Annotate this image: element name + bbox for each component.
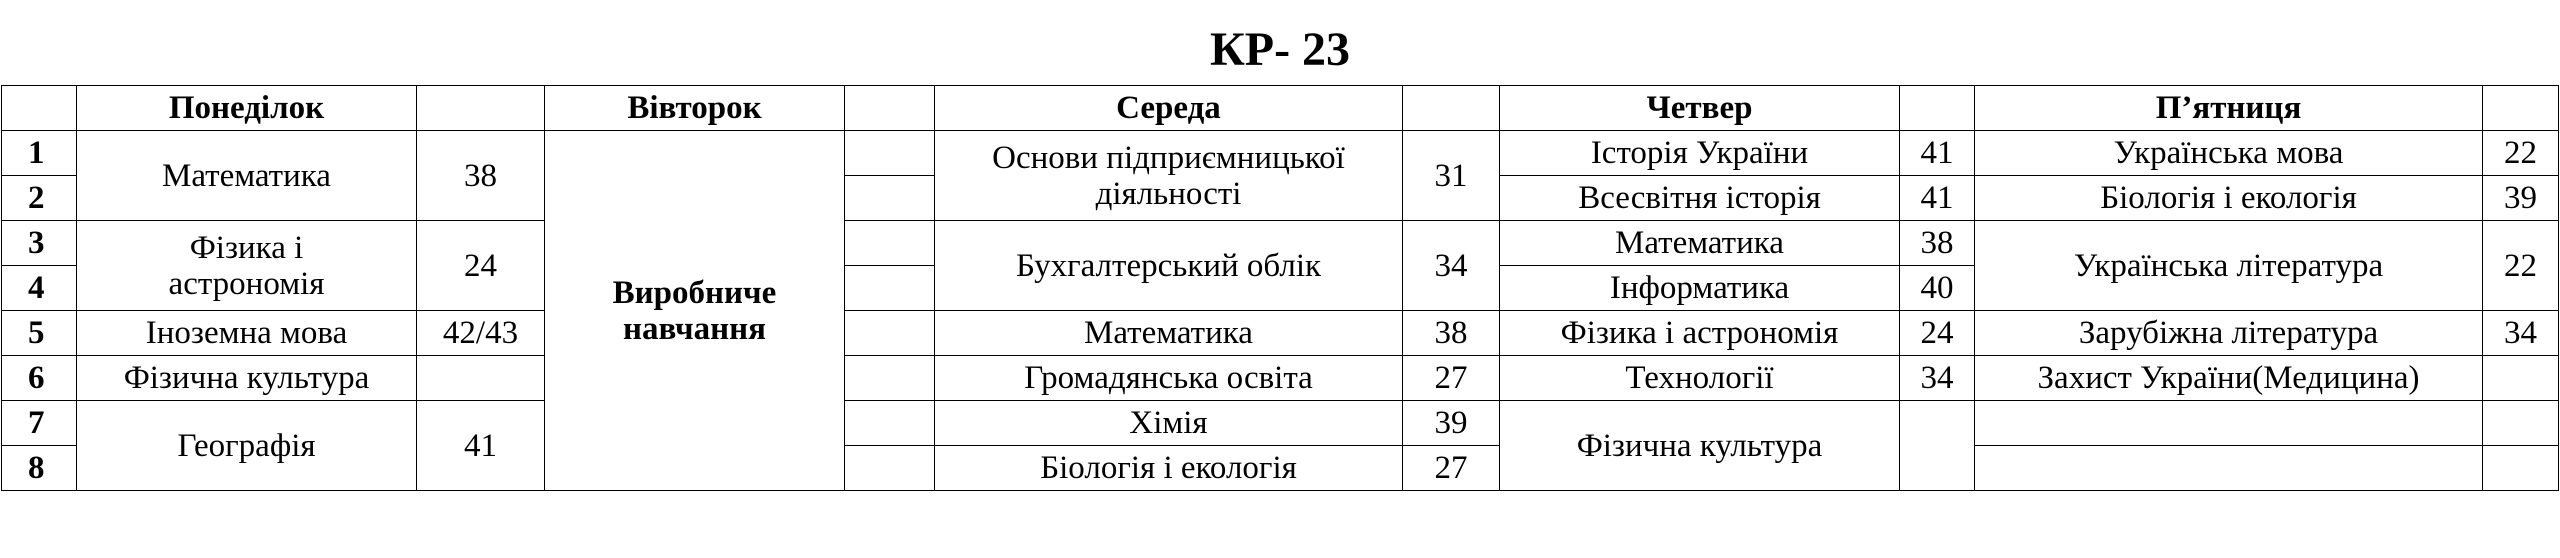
- header-row: [2, 86, 2559, 131]
- friday-room: 34: [2483, 311, 2559, 356]
- wednesday-subject-text: Основи підприємницької діяльності: [992, 139, 1345, 212]
- monday-room: 24: [417, 221, 545, 311]
- thursday-subject: Фізична культура: [1500, 401, 1900, 491]
- header-empty-cell: [2, 86, 77, 131]
- tuesday-subject: [545, 131, 845, 491]
- room-header-tuesday: [845, 86, 935, 131]
- monday-subject: Математика: [77, 131, 417, 221]
- monday-room: 42/43: [417, 311, 545, 356]
- day-header-friday: П’ятниця: [1975, 86, 2483, 131]
- lesson-number: 7: [2, 401, 77, 446]
- monday-room: 38: [417, 131, 545, 221]
- thursday-room: 34: [1900, 356, 1975, 401]
- lesson-number: 4: [2, 266, 77, 311]
- friday-subject: Захист України(Медицина): [1975, 356, 2483, 401]
- lesson-number: 5: [2, 311, 77, 356]
- thursday-room: 24: [1900, 311, 1975, 356]
- wednesday-room: 39: [1403, 401, 1500, 446]
- thursday-room: 41: [1900, 131, 1975, 176]
- lesson-number: 8: [2, 446, 77, 491]
- thursday-subject: Історія України: [1500, 131, 1900, 176]
- wednesday-room: 27: [1403, 356, 1500, 401]
- monday-subject: Географія: [77, 401, 417, 491]
- thursday-subject: Всесвітня історія: [1500, 176, 1900, 221]
- monday-subject: Фізична культура: [77, 356, 417, 401]
- friday-subject: Українська мова: [1975, 131, 2483, 176]
- friday-subject: Українська література: [1975, 221, 2483, 311]
- tuesday-room: [845, 311, 935, 356]
- thursday-subject: Фізика і астрономія: [1500, 311, 1900, 356]
- tuesday-room: [845, 401, 935, 446]
- room-header-friday: [2483, 86, 2559, 131]
- lesson-number: 1: [2, 131, 77, 176]
- lesson-number: 6: [2, 356, 77, 401]
- tuesday-room: [845, 131, 935, 176]
- wednesday-subject: Математика: [935, 311, 1403, 356]
- schedule-table: [1, 85, 2559, 491]
- friday-room: [2483, 401, 2559, 446]
- day-header-monday: Понеділок: [77, 86, 417, 131]
- lesson-row: [2, 356, 2559, 401]
- thursday-subject: Математика: [1500, 221, 1900, 266]
- lesson-number: 3: [2, 221, 77, 266]
- monday-room: 41: [417, 401, 545, 491]
- friday-subject: [1975, 446, 2483, 491]
- room-header-wednesday: [1403, 86, 1500, 131]
- tuesday-room: [845, 221, 935, 266]
- thursday-subject: Технології: [1500, 356, 1900, 401]
- wednesday-room: 38: [1403, 311, 1500, 356]
- friday-room: 22: [2483, 131, 2559, 176]
- lesson-row: [2, 131, 2559, 176]
- friday-subject: Біологія і екологія: [1975, 176, 2483, 221]
- thursday-room: 38: [1900, 221, 1975, 266]
- monday-subject-text: Фізика і астрономія: [168, 229, 325, 302]
- friday-room: 22: [2483, 221, 2559, 311]
- lesson-row: [2, 221, 2559, 266]
- lesson-row: [2, 401, 2559, 446]
- tuesday-subject-text: Виробниче навчання: [612, 274, 777, 347]
- monday-subject: Іноземна мова: [77, 311, 417, 356]
- monday-subject: [77, 221, 417, 311]
- lesson-row: [2, 311, 2559, 356]
- wednesday-room: 27: [1403, 446, 1500, 491]
- day-header-thursday: Четвер: [1500, 86, 1900, 131]
- thursday-room: 41: [1900, 176, 1975, 221]
- thursday-room: [1900, 401, 1975, 491]
- friday-room: [2483, 356, 2559, 401]
- wednesday-room: 31: [1403, 131, 1500, 221]
- thursday-subject: Інформатика: [1500, 266, 1900, 311]
- lesson-number: 2: [2, 176, 77, 221]
- day-header-tuesday: Вівторок: [545, 86, 845, 131]
- wednesday-room: 34: [1403, 221, 1500, 311]
- tuesday-room: [845, 266, 935, 311]
- room-header-monday: [417, 86, 545, 131]
- wednesday-subject: Хімія: [935, 401, 1403, 446]
- wednesday-subject: [935, 131, 1403, 221]
- wednesday-subject: Громадянська освіта: [935, 356, 1403, 401]
- monday-room: [417, 356, 545, 401]
- wednesday-subject: Біологія і екологія: [935, 446, 1403, 491]
- wednesday-subject: Бухгалтерський облік: [935, 221, 1403, 311]
- friday-subject: [1975, 401, 2483, 446]
- thursday-room: 40: [1900, 266, 1975, 311]
- tuesday-room: [845, 356, 935, 401]
- friday-room: [2483, 446, 2559, 491]
- room-header-thursday: [1900, 86, 1975, 131]
- day-header-wednesday: Середа: [935, 86, 1403, 131]
- tuesday-room: [845, 176, 935, 221]
- friday-room: 39: [2483, 176, 2559, 221]
- schedule-title: КР- 23: [1209, 23, 1351, 76]
- tuesday-room: [845, 446, 935, 491]
- friday-subject: Зарубіжна література: [1975, 311, 2483, 356]
